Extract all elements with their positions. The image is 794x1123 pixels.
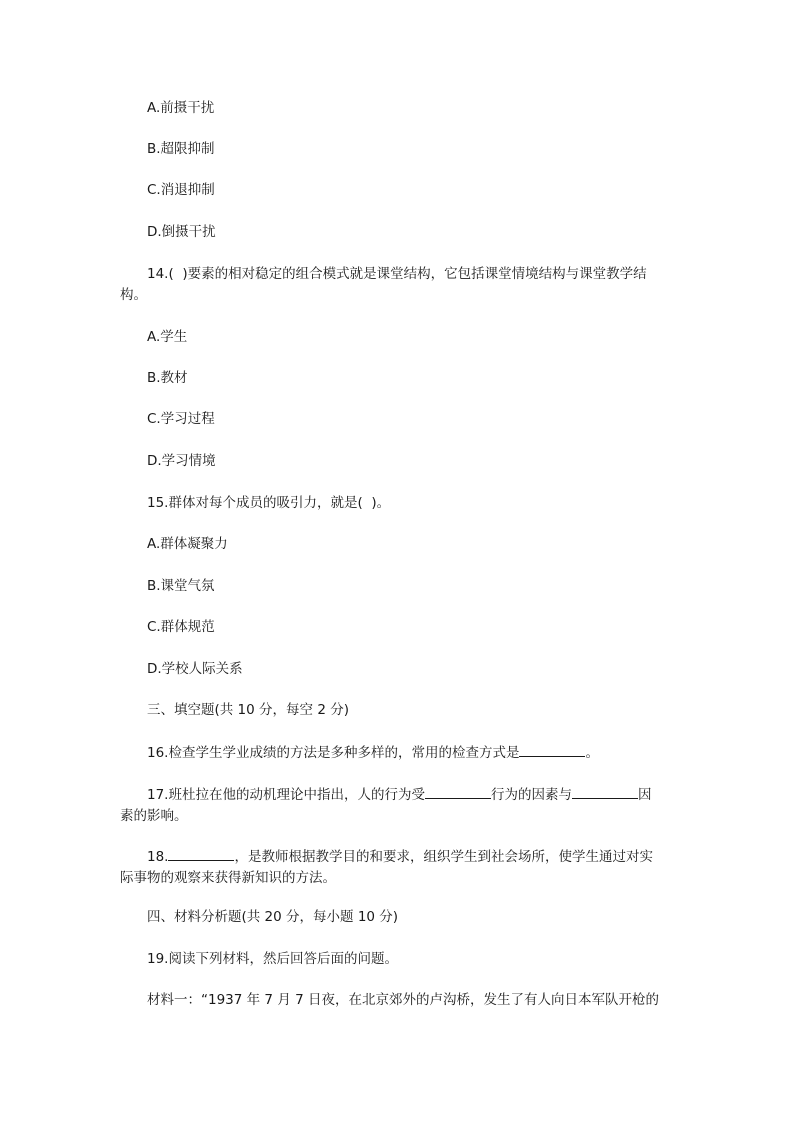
q14-stem-line1: 14.( )要素的相对稳定的组合模式就是课堂结构，它包括课堂情境结构与课堂教学结 [147,266,647,282]
q18-part1: 18. [147,849,169,865]
q16-text-before: 16.检查学生学业成绩的方法是多种多样的，常用的检查方式是 [147,745,520,761]
q13-option-c: C.消退抑制 [147,182,215,198]
q15-option-b: B.课堂气氛 [147,578,215,594]
q17-line2: 素的影响。 [120,808,188,824]
q13-option-a: A.前摄干扰 [147,100,215,116]
q19-material1: 材料一：“1937 年 7 月 7 日夜，在北京郊外的卢沟桥，发生了有人向日本军队开枪的 [147,992,659,1008]
q15-stem: 15.群体对每个成员的吸引力，就是( )。 [147,495,391,511]
q14-option-b: B.教材 [147,370,188,386]
q13-option-b: B.超限抑制 [147,141,215,157]
q15-option-a: A.群体凝聚力 [147,536,228,552]
q14-option-d: D.学习情境 [147,453,216,469]
q17-part2: 行为的因素与 [490,787,572,803]
q15-option-c: C.群体规范 [147,619,215,635]
q17-blank1 [425,784,491,799]
q16 [147,742,599,763]
q13-option-d: D.倒摄干扰 [147,224,216,240]
q18-blank [168,846,234,861]
q18-part2: ，是教师根据教学目的和要求，组织学生到社会场所，使学生通过对实 [234,849,653,865]
q19-stem: 19.阅读下列材料，然后回答后面的问题。 [147,951,398,967]
q17 [120,784,674,827]
q18 [120,846,674,889]
q16-blank [519,742,585,757]
q17-line1 [147,784,674,806]
q18-line2: 际事物的观察来获得新知识的方法。 [120,870,336,886]
section4-heading: 四、材料分析题(共 20 分，每小题 10 分) [147,909,399,925]
q15-option-d: D.学校人际关系 [147,661,243,677]
q14-stem-line2: 构。 [120,287,147,303]
q14-option-c: C.学习过程 [147,411,215,427]
q17-blank2 [572,784,638,799]
q18-line1 [147,846,674,868]
q16-text-after: 。 [585,745,599,761]
q17-part3: 因 [637,787,652,803]
q17-part1: 17.班杜拉在他的动机理论中指出，人的行为受 [147,787,425,803]
q14-option-a: A.学生 [147,329,188,345]
q14-stem [120,264,674,306]
section3-heading: 三、填空题(共 10 分，每空 2 分) [147,702,349,718]
